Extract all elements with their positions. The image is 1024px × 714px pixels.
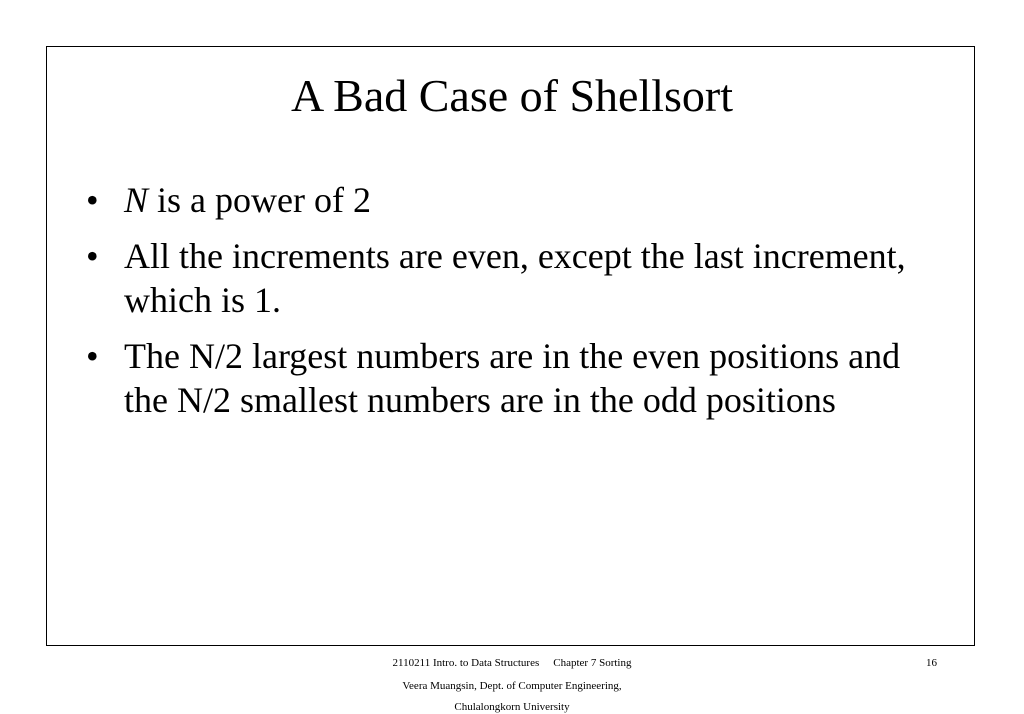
footer-course: 2110211 Intro. to Data Structures	[392, 657, 540, 669]
bullet-text: is a power of 2	[148, 180, 371, 220]
bullet-dot-icon: •	[86, 336, 99, 376]
bullet-dot-icon: •	[86, 236, 99, 276]
bullet-item	[86, 334, 914, 422]
footer-chapter: Chapter 7 Sorting	[553, 657, 632, 669]
bullet-emphasis: N	[124, 180, 149, 220]
bullet-dot-icon: •	[86, 180, 99, 220]
page-number: 16	[926, 657, 937, 669]
bullet-text: All the increments are even, except the last increment, which is 1.	[124, 236, 906, 320]
footer-course-line	[0, 657, 1024, 670]
footer-author: Veera Muangsin, Dept. of Computer Engineering,	[402, 680, 622, 692]
bullet-list	[86, 178, 914, 434]
bullet-text: The N/2 largest numbers are in the even positions and the N/2 smallest numbers are in the odd positions	[124, 336, 901, 420]
bullet-item	[86, 234, 914, 322]
bullet-item	[86, 178, 914, 222]
slide-title: A Bad Case of Shellsort	[290, 70, 734, 121]
footer-institution: Chulalongkorn University	[454, 701, 570, 713]
